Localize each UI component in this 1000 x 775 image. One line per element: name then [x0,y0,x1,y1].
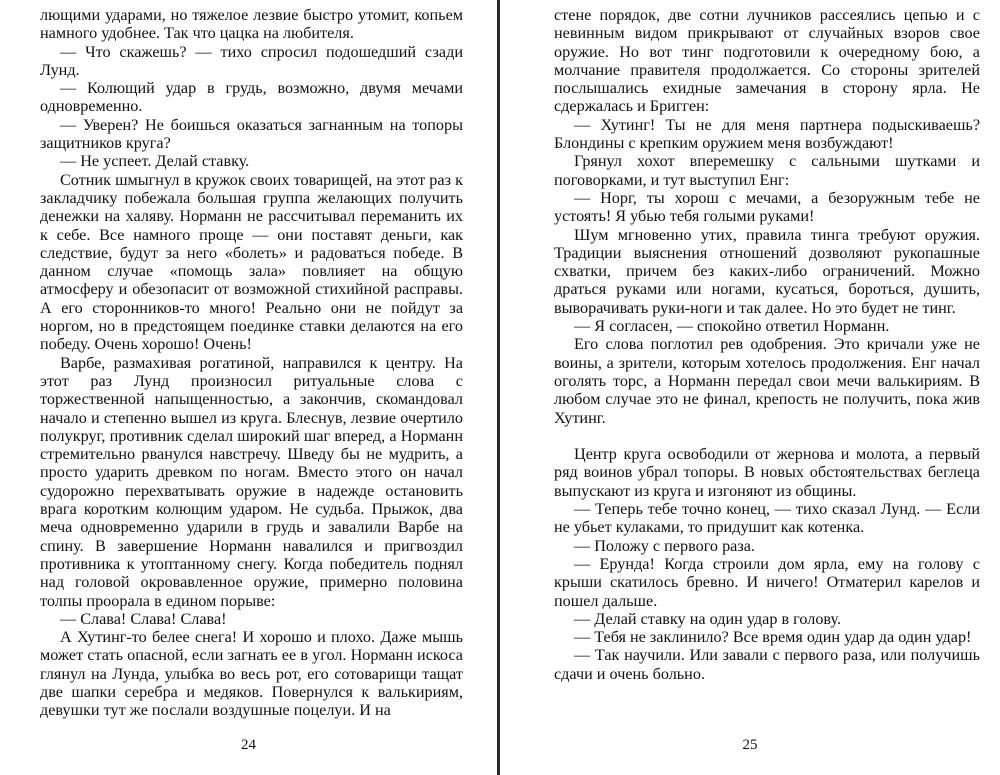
right-page [500,0,1000,775]
left-page [0,0,497,775]
paragraph: — Делай ставку на один удар в голову. [574,609,842,628]
page-number-left: 24 [241,737,256,753]
paragraph: Сотник шмыгнул в кружок своих товарищей, на этот раз к закладчику побежала большая группа желающих получить денежки на халяву. Норманн не рассчитывал переманить их к себе. Все намного проще — они поставят деньги, как следствие, будут за него «болеть» и радоваться победе. В данном случае «помощь зала» повлияет на общую атмосферу и обезопасит от возможной стихийной расправы. А его сторонников-то много! Реально они не пойдут за норгом, но в предстоящем поединке ставки делаются на его победу. Очень хорошо! Очень! [40,170,463,354]
left-page-text [40,6,463,720]
paragraph: — Хутинг! Ты не для меня партнера подыскиваешь? Блондины с крепким оружием меня возбуждают! [554,115,980,153]
paragraph: — Тебя не заклинило? Все время один удар да один удар! [574,628,972,647]
paragraph: — Колющий удар в грудь, возможно, двумя мечами одновременно. [40,79,463,116]
paragraph: Варбе, размахивая рогатиной, направился к центру. На этот раз Лунд произносил ритуальные слова с торжественной напыщенностью, а закончив, скомандовал начало и степенно вышел из круга. Блеснув, лезвие очертило полукруг, противник сделал широкий шаг вперед, а Норманн стремительно рванулся навстречу. Шведу бы не мудрить, а просто ударить древком по ногам. Вместо этого он начал судорожно перехватывать оружие в надежде остановить врага коротким колющим ударом. Не судьба. Прыжок, два меча одновременно ударили в грудь и завалили Варбе на спину. В завершение Норманн навалился и пригвоздил противника к утоптанному снегу. Когда победитель поднял над головой окровавленное оружие, примерно половина толпы проорала в едином порыве: [40,353,463,610]
page-number-right: 25 [742,737,758,753]
paragraph: — Положу с первого раза. [574,536,755,555]
paragraph: Его слова поглотил рев одобрения. Это кричали уже не воины, а зрители, которым хотелось продолжения. Енг начал оголять торс, а Норманн передал свои мечи валькириям. В любом случае это не финал, крепость не получить, пока жив Хутинг. [554,335,980,427]
paragraph: А Хутинг-то белее снега! И хорошо и плохо. Даже мышь может стать опасной, если загнать ее в угол. Норманн искоса глянул на Лунда, улыбка во весь рот, его сотоварищи тащат две шапки серебра и медяков. Повернулся к валькириям, девушки тут же послали воздушные поцелуи. И на [40,628,463,720]
paragraph: — Ерунда! Когда строили дом ярла, ему на голову с крыши скатилось бревно. И ничего! Отматерил карелов и пошел дальше. [554,554,980,610]
paragraph: — Что скажешь? — тихо спросил подошедший сзади Лунд. [40,42,463,79]
right-page-text [554,6,980,683]
paragraph: Шум мгновенно утих, правила тинга требуют оружия. Традиции выяснения отношений дозволяют рукопашные схватки, причем без каких-либо ограничений. Можно драться руками или ногами, кусаться, бороться, душить, выворачивать руки-ноги и так далее. Но это будет не тинг. [554,225,980,317]
paragraph: — Я согласен, — спокойно ответил Норманн. [574,317,890,336]
paragraph: стене порядок, две сотни лучников рассеялись цепью и с невинным видом прикрывают от случайных взоров свое оружие. Но вот тинг подготовили к очередному бою, а молчание правителя продолжается. Со стороны зрителей послышались ехидные замечания в сторону ярла. Не сдержалась и Бригген: [554,6,980,116]
paragraph: Грянул хохот вперемешку с сальными шутками и поговорками, и тут выступил Енг: [554,152,980,189]
paragraph: Центр круга освободили от жернова и молота, а первый ряд воинов убрал топоры. В новых обстоятельствах беглеца выпускают из круга и изгоняют из общины. [554,445,980,500]
paragraph: лющими ударами, но тяжелое лезвие быстро утомит, копьем намного удобнее. Так что цацка на любителя. [40,6,463,43]
paragraph: — Слава! Слава! Слава! [60,609,227,628]
paragraph: — Не успеет. Делай ставку. [60,152,250,171]
paragraph: — Уверен? Не боишься оказаться загнанным на топоры защитников круга? [40,115,463,153]
paragraph: — Так научили. Или завали с первого раза, или получишь сдачи и очень больно. [554,646,980,683]
paragraph: — Норг, ты хорош с мечами, а безоружным тебе не устоять! Я убью тебя голыми руками! [554,188,980,226]
paragraph: — Теперь тебе точно конец, — тихо сказал Лунд. — Если не убьет кулаками, то придушит как котенка. [554,500,980,537]
